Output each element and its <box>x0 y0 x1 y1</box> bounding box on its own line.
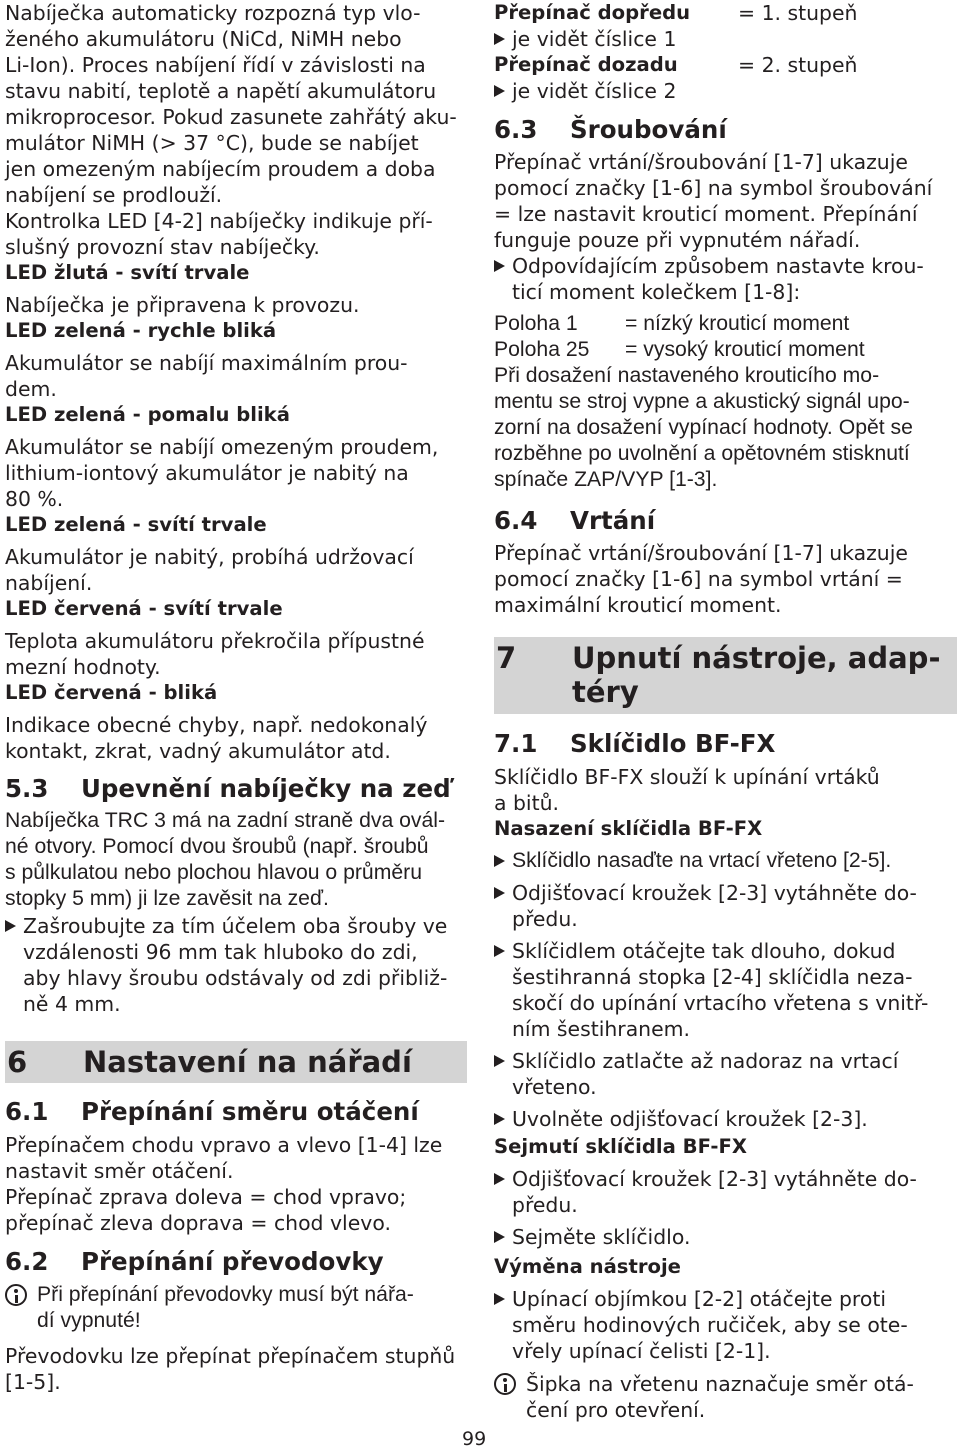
torque-cutoff-text <box>494 363 957 493</box>
text-line: vzdálenosti 96 mm tak hluboko do zdi, <box>23 940 418 964</box>
text-line: vřely upínací čelisti [2-1]. <box>512 1339 771 1363</box>
bullet-triangle-icon <box>5 920 16 932</box>
bullet-triangle-icon <box>494 1293 505 1305</box>
bullet-triangle-icon <box>494 945 505 957</box>
text-line: Sejměte sklíčidlo. <box>512 1225 691 1249</box>
text-line: slušný provozní stav nabíječky. <box>5 235 320 259</box>
text-line: = lze nastavit krouticí moment. Přepínání <box>494 202 918 226</box>
text-line: mulátor NiMH (> 37 °C), bude se nabíjet <box>5 131 419 155</box>
section-heading-6-3 <box>494 115 957 145</box>
text-line: Sklíčidlo BF-FX slouží k upínání vrtáků <box>494 765 880 789</box>
chapter-title: Nastavení na nářadí <box>83 1045 412 1079</box>
torque-value: = nízký krouticí moment <box>625 312 850 335</box>
text-line: Přepínač zprava doleva = chod vpravo; <box>5 1185 407 1209</box>
text-line: ženého akumulátoru (NiCd, NiMH nebo <box>5 27 402 51</box>
torque-table <box>494 311 957 363</box>
text-line: čení pro otevření. <box>526 1398 706 1422</box>
gear-text <box>5 1343 467 1395</box>
torque-row <box>494 337 957 363</box>
text-line: Odjišťovací kroužek [2-3] vytáhněte do- <box>512 1167 917 1191</box>
led-text: Nabíječka je připravena k provozu. <box>5 293 360 317</box>
text-line: šestihranná stopka [2-4] sklíčidla neza- <box>512 965 913 989</box>
bullet-triangle-icon <box>494 887 505 899</box>
text-line: směru hodinových ručiček, aby se ote- <box>512 1313 908 1337</box>
gear-label: Přepínač dozadu <box>494 53 678 76</box>
chapter-heading-6 <box>5 1041 467 1083</box>
bullet-item <box>494 848 957 874</box>
text-line: aby hlavy šroubu odstávaly od zdi přibliž- <box>23 966 448 990</box>
bullet-item <box>494 78 957 104</box>
chuck-text <box>494 764 957 816</box>
led-label: LED žlutá - svítí trvale <box>5 261 250 284</box>
chapter-number: 6 <box>7 1045 28 1079</box>
fitting-chuck <box>494 816 957 1132</box>
led-text: Akumulátor se nabíjí maximálním prou- <box>5 351 408 375</box>
chapter-number: 7 <box>496 641 517 675</box>
text-line: Odjišťovací kroužek [2-3] vytáhněte do- <box>512 881 917 905</box>
screwing-text <box>494 149 957 253</box>
text-line: Při dosažení nastaveného krouticího mo- <box>494 364 880 387</box>
bullet-item <box>494 253 957 305</box>
led-item <box>5 402 467 512</box>
text-line: nabíjení se prodlouží. <box>5 183 223 207</box>
info-note <box>494 1371 957 1423</box>
text-line: Kontrolka LED [4-2] nabíječky indikuje pří- <box>5 209 433 233</box>
chapter-heading-7 <box>494 637 957 714</box>
led-item <box>5 318 467 402</box>
bullet-item <box>494 938 957 1042</box>
text-line: a bitů. <box>494 791 559 815</box>
led-label: LED zelená - pomalu bliká <box>5 403 290 426</box>
text-line: mikroprocesor. Pokud zasunete zahřátý aku- <box>5 105 457 129</box>
text-line: Sklíčidlo zatlačte až nadoraz na vrtací <box>512 1049 899 1073</box>
text-line: Odpovídajícím způsobem nastavte krou- <box>512 254 924 278</box>
text-line: stopky 5 mm) ji lze zavěsit na zeď. <box>5 887 329 910</box>
chapter-title-line: Upnutí nástroje, adap- <box>572 641 941 675</box>
text-line: ně 4 mm. <box>23 992 121 1016</box>
bullet-item <box>494 1224 957 1250</box>
section-heading-7-1 <box>494 729 957 759</box>
bullet-triangle-icon <box>494 33 505 45</box>
led-text: lithium-iontový akumulátor je nabitý na <box>5 461 409 485</box>
text-line: né otvory. Pomocí dvou šroubů (např. šroubů <box>5 835 429 858</box>
text-line: Sklíčidlem otáčejte tak dlouho, dokud <box>512 939 896 963</box>
led-text: Akumulátor se nabíjí omezeným proudem, <box>5 435 439 459</box>
text-line: pomocí značky [1-6] na symbol vrtání = <box>494 567 903 591</box>
led-intro <box>5 208 467 260</box>
text-line: předu. <box>512 907 578 931</box>
led-text: 80 %. <box>5 487 64 511</box>
text-line: Při přepínání převodovky musí být nářa- <box>37 1283 414 1306</box>
led-text: nabíjení. <box>5 571 93 595</box>
text-line: je vidět číslice 1 <box>512 27 677 51</box>
torque-row <box>494 311 957 337</box>
bullet-triangle-icon <box>494 855 505 867</box>
section-title: Sklíčidlo BF-FX <box>570 729 776 758</box>
text-line: maximální krouticí moment. <box>494 593 782 617</box>
text-line: mentu se stroj vypne a akustický signál upo- <box>494 390 910 413</box>
info-note <box>5 1282 467 1334</box>
bullet-triangle-icon <box>494 260 505 272</box>
text-line: jen omezeným nabíjecím proudem a doba <box>5 157 436 181</box>
gear-label: Přepínač dopředu <box>494 1 691 24</box>
led-item <box>5 680 467 764</box>
info-icon <box>5 1284 27 1306</box>
drilling-text <box>494 540 957 618</box>
bullet-triangle-icon <box>494 1113 505 1125</box>
text-line: Převodovku lze přepínat přepínačem stupňů <box>5 1344 456 1368</box>
led-item <box>5 596 467 680</box>
text-line: zorní na dosažení vypínací hodnoty. Opět se <box>494 416 913 439</box>
gear-value: = 1. stupeň <box>738 1 858 25</box>
text-line: předu. <box>512 1193 578 1217</box>
section-title: Přepínání převodovky <box>81 1247 384 1276</box>
gear-switch-list <box>494 0 957 104</box>
torque-value: = vysoký krouticí moment <box>625 338 865 361</box>
bullet-triangle-icon <box>494 1231 505 1243</box>
text-line: Šipka na vřetenu naznačuje směr otá- <box>526 1372 914 1396</box>
led-text: Indikace obecné chyby, např. nedokonalý <box>5 713 428 737</box>
led-text: Akumulátor je nabitý, probíhá udržovací <box>5 545 414 569</box>
text-line: Uvolněte odjišťovací kroužek [2-3]. <box>512 1107 868 1131</box>
section-heading-6-2 <box>5 1247 467 1277</box>
led-label: LED červená - svítí trvale <box>5 597 283 620</box>
text-line: přepínač zleva doprava = chod vlevo. <box>5 1211 391 1235</box>
section-heading-6-4 <box>494 506 957 536</box>
bullet-item <box>494 880 957 932</box>
gear-value: = 2. stupeň <box>738 53 858 77</box>
charger-intro <box>5 0 467 208</box>
bullet-triangle-icon <box>494 85 505 97</box>
text-line: Upínací objímkou [2-2] otáčejte proti <box>512 1287 887 1311</box>
page-number: 99 <box>462 1428 487 1450</box>
subsection-label: Výměna nástroje <box>494 1255 681 1278</box>
led-label: LED zelená - svítí trvale <box>5 513 267 536</box>
bullet-item <box>494 1166 957 1218</box>
text-line: Nabíječka TRC 3 má na zadní straně dva ovál- <box>5 809 446 832</box>
led-label: LED červená - bliká <box>5 681 218 704</box>
chapter-title-line: téry <box>572 675 639 709</box>
torque-position: Poloha 25 <box>494 338 590 361</box>
section-number: 6.3 <box>494 115 538 144</box>
gear-row <box>494 0 957 26</box>
torque-position: Poloha 1 <box>494 312 578 335</box>
text-line: skočí do upínání vrtacího vřetena s vnitř- <box>512 991 929 1015</box>
section-number: 6.1 <box>5 1097 49 1126</box>
text-line: [1-5]. <box>5 1370 61 1394</box>
led-text: dem. <box>5 377 57 401</box>
subsection-label: Sejmutí sklíčidla BF-FX <box>494 1135 747 1158</box>
section-heading-5-3 <box>5 774 467 804</box>
text-line: nastavit směr otáčení. <box>5 1159 234 1183</box>
tool-change <box>494 1254 957 1364</box>
section-title: Šroubování <box>570 115 727 144</box>
bullet-item <box>5 913 467 1017</box>
led-text: Teplota akumulátoru překročila přípustné <box>5 629 425 653</box>
led-text: kontakt, zkrat, vadný akumulátor atd. <box>5 739 391 763</box>
text-line: Sklíčidlo nasaďte na vrtací vřeteno [2-5]. <box>512 849 892 872</box>
text-line: je vidět číslice 2 <box>512 79 677 103</box>
section-number: 7.1 <box>494 729 538 758</box>
led-label: LED zelená - rychle bliká <box>5 319 277 342</box>
bullet-triangle-icon <box>494 1173 505 1185</box>
bullet-item <box>494 1286 957 1364</box>
section-number: 6.2 <box>5 1247 49 1276</box>
text-line: spínače ZAP/VYP [1-3]. <box>494 468 718 491</box>
subsection-label: Nasazení sklíčidla BF-FX <box>494 817 763 840</box>
bullet-triangle-icon <box>494 1055 505 1067</box>
text-line: stavu nabití, teplotě a napětí akumulátoru <box>5 79 437 103</box>
led-item <box>5 512 467 596</box>
text-line: Přepínač vrtání/šroubování [1-7] ukazuje <box>494 150 908 174</box>
section-number: 6.4 <box>494 506 538 535</box>
text-line: Li-Ion). Proces nabíjení řídí v závislosti na <box>5 53 426 77</box>
section-heading-6-1 <box>5 1097 467 1127</box>
section-number: 5.3 <box>5 774 49 803</box>
section-title: Upevnění nabíječky na zeď <box>81 774 451 803</box>
text-line: vřeteno. <box>512 1075 597 1099</box>
gear-row <box>494 52 957 78</box>
text-line: funguje pouze při vypnutém nářadí. <box>494 228 861 252</box>
text-line: Přepínač vrtání/šroubování [1-7] ukazuje <box>494 541 908 565</box>
section-title: Vrtání <box>570 506 656 535</box>
bullet-item <box>494 1106 957 1132</box>
text-line: rozběhne po uvolnění a opětovném stisknutí <box>494 442 910 465</box>
rotation-text <box>5 1132 467 1236</box>
text-line: Nabíječka automaticky rozpozná typ vlo- <box>5 1 421 25</box>
led-text: mezní hodnoty. <box>5 655 161 679</box>
removing-chuck <box>494 1134 957 1250</box>
text-line: dí vypnuté! <box>37 1309 141 1332</box>
info-icon <box>494 1373 516 1395</box>
led-item <box>5 260 467 318</box>
wall-mount-text <box>5 808 467 912</box>
bullet-item <box>494 1048 957 1100</box>
text-line: Přepínačem chodu vpravo a vlevo [1-4] lze <box>5 1133 443 1157</box>
text-line: ticí moment kolečkem [1-8]: <box>512 280 801 304</box>
bullet-item <box>494 26 957 52</box>
section-title: Přepínání směru otáčení <box>81 1097 419 1126</box>
text-line: s půlkulatou nebo plochou hlavou o průměru <box>5 861 422 884</box>
text-line: Zašroubujte za tím účelem oba šrouby ve <box>23 914 448 938</box>
text-line: pomocí značky [1-6] na symbol šroubování <box>494 176 933 200</box>
text-line: ním šestihranem. <box>512 1017 690 1041</box>
